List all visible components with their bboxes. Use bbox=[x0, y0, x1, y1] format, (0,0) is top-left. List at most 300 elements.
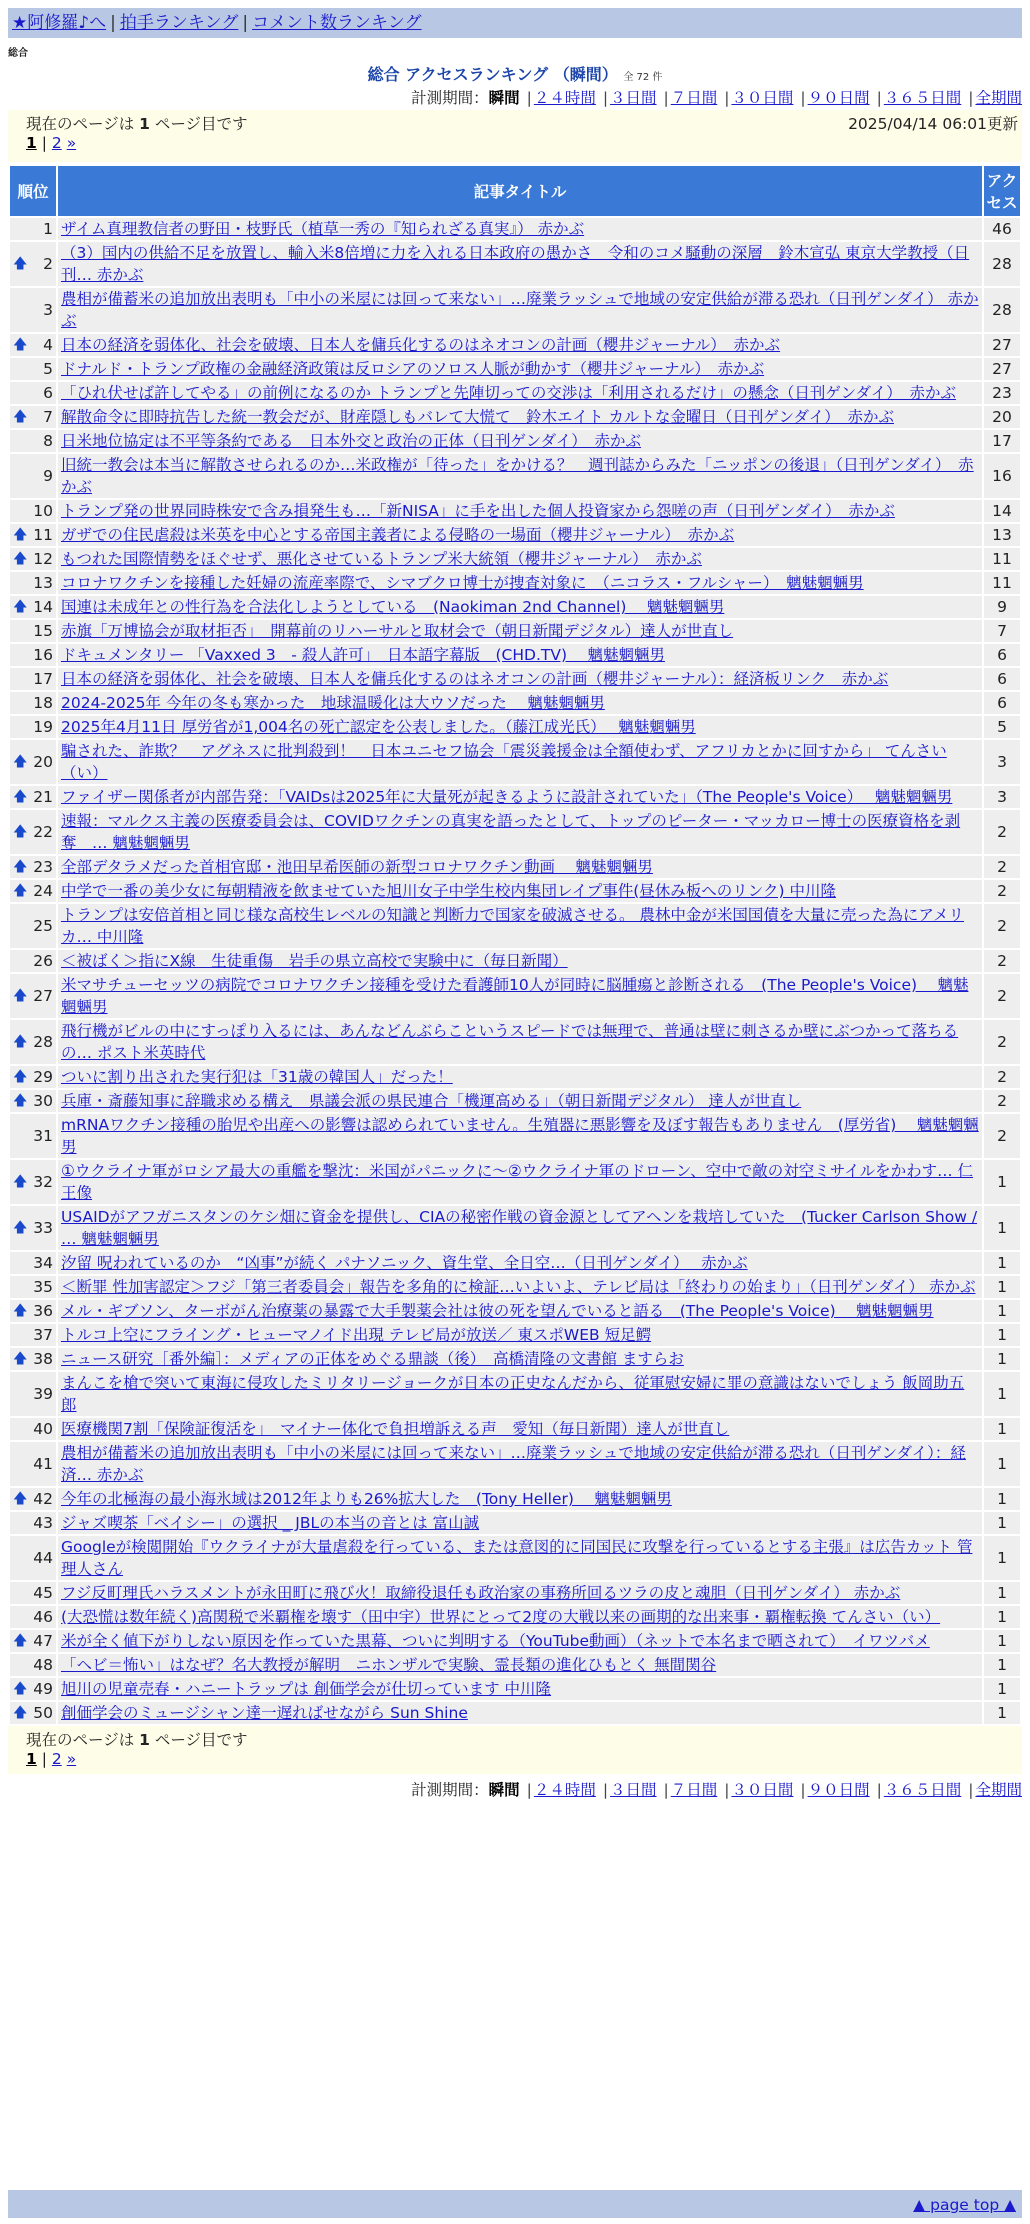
rank-number: 5 bbox=[43, 360, 53, 378]
rank-cell bbox=[10, 786, 56, 808]
access-count: 2 bbox=[984, 1066, 1020, 1088]
title-cell bbox=[58, 668, 982, 690]
category-label: 総合 bbox=[8, 48, 28, 59]
rank-cell bbox=[10, 668, 56, 690]
page-info-bottom bbox=[8, 1726, 1022, 1774]
title-cell bbox=[58, 1418, 982, 1440]
period-365d-link[interactable]: ３６５日間 bbox=[883, 1781, 962, 1799]
title-cell bbox=[58, 950, 982, 972]
article-title-link[interactable]: 農相が備蓄米の追加放出表明も「中小の米屋には回って来ない」…廃業ラッシュで地域の安定供給が滞る恐れ（日刊ゲンダイ）：経済… 赤かぶ bbox=[61, 1444, 966, 1484]
page-top-link[interactable]: ▲ page top ▲ bbox=[913, 2196, 1016, 2214]
period-7d-link[interactable]: ７日間 bbox=[670, 1781, 718, 1799]
article-title-link[interactable]: ニュース研究［番外編］：メディアの正体をめぐる鼎談（後） 高橋清隆の文書館 ますらお bbox=[61, 1350, 684, 1368]
table-row bbox=[10, 358, 1020, 380]
article-title-link[interactable]: ついに割り出された実行犯は「31歳の韓国人」だった！ bbox=[61, 1068, 453, 1086]
article-title-link[interactable]: ①ウクライナ軍がロシア最大の重艦を撃沈：米国がパニックに～②ウクライナ軍のドローン、空中で敵の対空ミサイルをかわす… 仁王像 bbox=[61, 1162, 974, 1202]
rank-number: 25 bbox=[33, 917, 53, 935]
rank-number: 47 bbox=[33, 1632, 53, 1650]
rank-number: 13 bbox=[33, 574, 53, 592]
title-cell bbox=[58, 1114, 982, 1158]
rank-cell bbox=[10, 358, 56, 380]
rank-cell bbox=[10, 1160, 56, 1204]
up-arrow-icon: 🡅 bbox=[13, 1705, 28, 1721]
title-cell bbox=[58, 1348, 982, 1370]
article-title-link[interactable]: 国連は未成年との性行為を合法化しようとしている (Naokiman 2nd Channel) 魑魅魍魎男 bbox=[61, 598, 725, 616]
rank-cell bbox=[10, 1066, 56, 1088]
table-row bbox=[10, 1418, 1020, 1440]
title-cell bbox=[58, 810, 982, 854]
period-3d-link[interactable]: ３日間 bbox=[610, 89, 657, 107]
rank-cell bbox=[10, 242, 56, 286]
article-title-link[interactable]: トランプは安倍首相と同じ様な高校生レベルの知識と判断力で国家を破滅させる。 農林中金が米国国債を大量に売った為にアメリカ… 中川隆 bbox=[61, 906, 965, 946]
rank-number: 46 bbox=[33, 1608, 53, 1626]
period-all-link[interactable]: 全期間 bbox=[975, 89, 1022, 107]
access-count: 1 bbox=[984, 1488, 1020, 1510]
up-arrow-icon: 🡅 bbox=[13, 409, 28, 425]
rank-cell bbox=[10, 1606, 56, 1628]
title-cell bbox=[58, 1372, 982, 1416]
access-count: 28 bbox=[984, 288, 1020, 332]
pager-bottom: 1 | 2 » bbox=[26, 1750, 77, 1768]
access-count: 16 bbox=[984, 454, 1020, 498]
rank-cell bbox=[10, 1372, 56, 1416]
title-cell bbox=[58, 1324, 982, 1346]
title-cell bbox=[58, 242, 982, 286]
access-count: 2 bbox=[984, 1114, 1020, 1158]
page-top-bar bbox=[8, 2190, 1022, 2218]
article-title-link[interactable]: 騙された、詐欺？ アグネスに批判殺到！ 日本ユニセフ協会「震災義援金は全額使わず、アフリカとかに回すから」 てんさい（い） bbox=[61, 742, 947, 782]
table-row bbox=[10, 596, 1020, 618]
up-arrow-icon: 🡅 bbox=[13, 551, 28, 567]
access-count: 3 bbox=[984, 740, 1020, 784]
table-row bbox=[10, 1630, 1020, 1652]
title-cell bbox=[58, 1702, 982, 1724]
title-cell bbox=[58, 974, 982, 1018]
period-90d-link[interactable]: ９０日間 bbox=[807, 89, 870, 107]
current-page-text: 現在のページは 1 ページ目です bbox=[26, 1731, 248, 1749]
rank-number: 12 bbox=[33, 550, 53, 568]
article-title-link[interactable]: 日本の経済を弱体化、社会を破壊、日本人を傭兵化するのはネオコンの計画（櫻井ジャーナル）：経済板リンク 赤かぶ bbox=[61, 670, 889, 688]
access-count: 1 bbox=[984, 1276, 1020, 1298]
title-cell bbox=[58, 786, 982, 808]
title-cell bbox=[58, 1066, 982, 1088]
period-all-link[interactable]: 全期間 bbox=[975, 1781, 1022, 1799]
rank-number: 24 bbox=[33, 882, 53, 900]
table-row bbox=[10, 1276, 1020, 1298]
rank-cell bbox=[10, 500, 56, 522]
access-count: 28 bbox=[984, 242, 1020, 286]
rank-cell bbox=[10, 950, 56, 972]
title-cell bbox=[58, 454, 982, 498]
table-row bbox=[10, 904, 1020, 948]
rank-number: 28 bbox=[33, 1033, 53, 1051]
access-count: 1 bbox=[984, 1442, 1020, 1486]
period-24h-link[interactable]: ２４時間 bbox=[533, 89, 596, 107]
access-count: 1 bbox=[984, 1582, 1020, 1604]
article-title-link[interactable]: トルコ上空にフライング・ヒューマノイド出現 テレビ局が放送／ 東スポWEB 短足鰐 bbox=[61, 1326, 652, 1344]
top-nav bbox=[8, 8, 1022, 38]
rank-cell bbox=[10, 974, 56, 1018]
access-count: 1 bbox=[984, 1654, 1020, 1676]
rank-cell bbox=[10, 430, 56, 452]
rank-cell bbox=[10, 810, 56, 854]
title-cell bbox=[58, 406, 982, 428]
article-title-link[interactable]: 医療機関7割「保険証復活を」 マイナー体化で負担増訴える声 愛知（毎日新聞）達人が世直し bbox=[61, 1420, 730, 1438]
table-row bbox=[10, 1372, 1020, 1416]
updated-timestamp: 2025/04/14 06:01更新 bbox=[848, 115, 1018, 133]
table-row bbox=[10, 430, 1020, 452]
access-count: 1 bbox=[984, 1630, 1020, 1652]
table-row bbox=[10, 1654, 1020, 1676]
table-row bbox=[10, 1512, 1020, 1534]
rank-number: 50 bbox=[33, 1704, 53, 1722]
article-title-link[interactable]: ＜被ばく＞指にX線 生徒重傷 岩手の県立高校で実験中に（毎日新聞） bbox=[61, 952, 568, 970]
rank-number: 17 bbox=[33, 670, 53, 688]
nav-home-link[interactable]: ★阿修羅♪へ bbox=[12, 13, 107, 33]
rank-cell bbox=[10, 692, 56, 714]
access-count: 17 bbox=[984, 430, 1020, 452]
access-count: 2 bbox=[984, 1020, 1020, 1064]
rank-number: 44 bbox=[33, 1549, 53, 1567]
article-title-link[interactable]: （3）国内の供給不足を放置し、輸入米8倍増に力を入れる日本政府の愚かさ 令和のコメ騒動の深層 鈴木宣弘 東京大学教授（日刊… 赤かぶ bbox=[61, 244, 970, 284]
page-2-link[interactable]: 2 bbox=[51, 134, 62, 152]
access-count: 1 bbox=[984, 1252, 1020, 1274]
access-count: 1 bbox=[984, 1702, 1020, 1724]
next-page-link[interactable]: » bbox=[66, 134, 77, 152]
access-count: 13 bbox=[984, 524, 1020, 546]
title-cell bbox=[58, 524, 982, 546]
up-arrow-icon: 🡅 bbox=[13, 527, 28, 543]
table-row bbox=[10, 1114, 1020, 1158]
up-arrow-icon: 🡅 bbox=[13, 754, 28, 770]
rank-number: 4 bbox=[43, 336, 53, 354]
rank-cell bbox=[10, 1536, 56, 1580]
article-title-link[interactable]: フジ反町理氏ハラスメントが永田町に飛び火！取締役退任も政治家の事務所回るツラの皮と魂胆（日刊ゲンダイ） 赤かぶ bbox=[61, 1584, 901, 1602]
rank-number: 45 bbox=[33, 1584, 53, 1602]
article-title-link[interactable]: mRNAワクチン接種の胎児や出産への影響は認められていません。生殖器に悪影響を及ぼす報告もありません (厚労省) 魑魅魍魎男 bbox=[61, 1116, 979, 1156]
access-count: 11 bbox=[984, 548, 1020, 570]
table-row bbox=[10, 406, 1020, 428]
table-row bbox=[10, 572, 1020, 594]
page-info-top bbox=[8, 110, 1022, 162]
title-cell bbox=[58, 334, 982, 356]
article-title-link[interactable]: ＜断罪 性加害認定＞フジ「第三者委員会」報告を多角的に検証…いよいよ、テレビ局は「終わりの始まり」（日刊ゲンダイ） 赤かぶ bbox=[61, 1278, 976, 1296]
up-arrow-icon: 🡅 bbox=[13, 883, 28, 899]
rank-number: 8 bbox=[43, 432, 53, 450]
article-title-link[interactable]: 日本の経済を弱体化、社会を破壊、日本人を傭兵化するのはネオコンの計画（櫻井ジャーナル） 赤かぶ bbox=[61, 336, 781, 354]
table-row bbox=[10, 524, 1020, 546]
rank-number: 35 bbox=[33, 1278, 53, 1296]
access-count: 1 bbox=[984, 1324, 1020, 1346]
access-count: 2 bbox=[984, 904, 1020, 948]
title-cell bbox=[58, 1678, 982, 1700]
rank-cell bbox=[10, 572, 56, 594]
article-title-link[interactable]: 日米地位協定は不平等条約である 日本外交と政治の正体（日刊ゲンダイ） 赤かぶ bbox=[61, 432, 642, 450]
table-row bbox=[10, 1160, 1020, 1204]
rank-number: 23 bbox=[33, 858, 53, 876]
article-title-link[interactable]: 今年の北極海の最小海氷域は2012年よりも26%拡大した (Tony Heller) 魑魅魍魎男 bbox=[61, 1490, 672, 1508]
period-365d-link[interactable]: ３６５日間 bbox=[883, 89, 962, 107]
rank-number: 21 bbox=[33, 788, 53, 806]
rank-number: 9 bbox=[43, 467, 53, 485]
nav-clap-ranking-link[interactable]: 拍手ランキング bbox=[119, 13, 239, 33]
article-title-link[interactable]: 創価学会のミュージシャン達一遅ればせながら Sun Shine bbox=[61, 1704, 468, 1722]
article-title-link[interactable]: 農相が備蓄米の追加放出表明も「中小の米屋には回って来ない」…廃業ラッシュで地域の安定供給が滞る恐れ（日刊ゲンダイ） 赤かぶ bbox=[61, 290, 979, 330]
title-cell bbox=[58, 218, 982, 240]
up-arrow-icon: 🡅 bbox=[13, 256, 28, 272]
table-row bbox=[10, 950, 1020, 972]
title-cell bbox=[58, 1630, 982, 1652]
rank-number: 33 bbox=[33, 1219, 53, 1237]
title-cell bbox=[58, 740, 982, 784]
up-arrow-icon: 🡅 bbox=[13, 988, 28, 1004]
access-count: 27 bbox=[984, 334, 1020, 356]
access-count: 1 bbox=[984, 1206, 1020, 1250]
table-row bbox=[10, 1582, 1020, 1604]
next-page-link[interactable]: » bbox=[66, 1750, 77, 1768]
up-arrow-icon: 🡅 bbox=[13, 1220, 28, 1236]
article-title-link[interactable]: 中学で一番の美少女に毎朝精液を飲ませていた旭川女子中学生校内集団レイプ事件(昼休み板へのリンク) 中川隆 bbox=[61, 882, 836, 900]
title-cell bbox=[58, 692, 982, 714]
table-row bbox=[10, 1090, 1020, 1112]
access-count: 2 bbox=[984, 974, 1020, 1018]
rank-cell bbox=[10, 1418, 56, 1440]
period-label: 計測期間： bbox=[411, 89, 489, 107]
up-arrow-icon: 🡅 bbox=[13, 1681, 28, 1697]
title-cell bbox=[58, 572, 982, 594]
article-title-link[interactable]: USAIDがアフガニスタンのケシ畑に資金を提供し、CIAの秘密作戦の資金源としてアヘンを栽培していた (Tucker Carlson Show / … 魑魅魍魎男 bbox=[61, 1208, 978, 1248]
rank-cell bbox=[10, 1206, 56, 1250]
rank-number: 43 bbox=[33, 1514, 53, 1532]
table-row bbox=[10, 810, 1020, 854]
rank-number: 48 bbox=[33, 1656, 53, 1674]
up-arrow-icon: 🡅 bbox=[13, 1633, 28, 1649]
article-title-link[interactable]: (大恐慌は数年続く)高関税で米覇権を壊す（田中宇）世界にとって2度の大戦以来の画期的な出来事・覇権転換 てんさい（い） bbox=[61, 1608, 941, 1626]
access-count: 2 bbox=[984, 880, 1020, 902]
article-title-link[interactable]: Googleが検閲開始『ウクライナが大量虐殺を行っている、または意図的に同国民に攻撃を行っているとする主張』は広告カット 管理人さん bbox=[61, 1538, 973, 1578]
article-title-link[interactable]: ガザでの住民虐殺は米英を中心とする帝国主義者による侵略の一場面（櫻井ジャーナル） 赤かぶ bbox=[61, 526, 735, 544]
table-row bbox=[10, 1066, 1020, 1088]
article-title-link[interactable]: 飛行機がビルの中にすっぽり入るには、あんなどんぶらこというスピードでは無理で、普通は壁に刺さるか壁にぶつかって落ちるの… ポスト米英時代 bbox=[61, 1022, 959, 1062]
up-arrow-icon: 🡅 bbox=[13, 1093, 28, 1109]
access-count: 2 bbox=[984, 1090, 1020, 1112]
article-title-link[interactable]: まんこを槍で突いて東海に侵攻したミリタリージョークが日本の正史なんだから、従軍慰安婦に罪の意識はないでしょう 飯岡助五郎 bbox=[61, 1374, 965, 1414]
rank-cell bbox=[10, 1512, 56, 1534]
table-row bbox=[10, 786, 1020, 808]
table-row bbox=[10, 1206, 1020, 1250]
title-cell bbox=[58, 1582, 982, 1604]
table-row bbox=[10, 548, 1020, 570]
rank-cell bbox=[10, 1300, 56, 1322]
article-title-link[interactable]: コロナワクチンを接種した妊婦の流産率際で、シマブクロ博士が捜査対象に （ニコラス・フルシャー） 魑魅魍魎男 bbox=[61, 574, 864, 592]
title-cell bbox=[58, 880, 982, 902]
rank-cell bbox=[10, 454, 56, 498]
period-30d-link[interactable]: ３０日間 bbox=[731, 89, 794, 107]
rank-number: 37 bbox=[33, 1326, 53, 1344]
article-title-link[interactable]: トランプ発の世界同時株安で含み損発生も…「新NISA」に手を出した個人投資家から怨嗟の声（日刊ゲンダイ） 赤かぶ bbox=[61, 502, 895, 520]
table-row bbox=[10, 218, 1020, 240]
table-row bbox=[10, 1324, 1020, 1346]
article-title-link[interactable]: ドナルド・トランプ政権の金融経済政策は反ロシアのソロス人脈が動かす（櫻井ジャーナル） 赤かぶ bbox=[61, 360, 765, 378]
access-count: 2 bbox=[984, 950, 1020, 972]
table-row bbox=[10, 856, 1020, 878]
article-title-link[interactable]: 2024-2025年 今年の冬も寒かった 地球温暖化は大ウソだった 魑魅魍魎男 bbox=[61, 694, 605, 712]
rank-number: 16 bbox=[33, 646, 53, 664]
rank-cell bbox=[10, 1324, 56, 1346]
period-3d-link[interactable]: ３日間 bbox=[610, 1781, 657, 1799]
rank-cell bbox=[10, 1582, 56, 1604]
access-count: 11 bbox=[984, 572, 1020, 594]
title-cell bbox=[58, 1090, 982, 1112]
table-row bbox=[10, 500, 1020, 522]
access-count: 2 bbox=[984, 810, 1020, 854]
title-cell bbox=[58, 620, 982, 642]
rank-number: 6 bbox=[43, 384, 53, 402]
table-row bbox=[10, 974, 1020, 1018]
article-title-link[interactable]: 速報：マルクス主義の医療委員会は、COVIDワクチンの真実を語ったとして、トップのピーター・マッカロー博士の医療資格を剥奪 … 魑魅魍魎男 bbox=[61, 812, 961, 852]
access-count: 1 bbox=[984, 1536, 1020, 1580]
article-title-link[interactable]: メル・ギブソン、ターボがん治療薬の暴露で大手製薬会社は彼の死を望んでいると語る (The People's Voice) 魑魅魍魎男 bbox=[61, 1302, 934, 1320]
rank-number: 31 bbox=[33, 1127, 53, 1145]
rank-number: 19 bbox=[33, 718, 53, 736]
rank-cell bbox=[10, 880, 56, 902]
up-arrow-icon: 🡅 bbox=[13, 1174, 28, 1190]
table-row bbox=[10, 454, 1020, 498]
access-count: 27 bbox=[984, 358, 1020, 380]
title-cell bbox=[58, 904, 982, 948]
access-count: 23 bbox=[984, 382, 1020, 404]
up-arrow-icon: 🡅 bbox=[13, 599, 28, 615]
rank-number: 18 bbox=[33, 694, 53, 712]
period-24h-link[interactable]: ２４時間 bbox=[533, 1781, 596, 1799]
article-title-link[interactable]: 兵庫・斎藤知事に辞職求める構え 県議会派の県民連合「機運高める」（朝日新聞デジタル） 達人が世直し bbox=[61, 1092, 802, 1110]
rank-cell bbox=[10, 382, 56, 404]
article-title-link[interactable]: 汐留 呪われているのか “凶事”が続く パナソニック、資生堂、全日空…（日刊ゲンダイ） 赤かぶ bbox=[61, 1254, 748, 1272]
access-count: 9 bbox=[984, 596, 1020, 618]
article-title-link[interactable]: 「ヘビ＝怖い」はなぜ？名大教授が解明 ニホンザルで実験、霊長類の進化ひもとく 無間関谷 bbox=[61, 1656, 717, 1674]
rank-number: 36 bbox=[33, 1302, 53, 1320]
article-title-link[interactable]: もつれた国際情勢をほぐせず、悪化させているトランプ米大統領（櫻井ジャーナル） 赤かぶ bbox=[61, 550, 702, 568]
period-current: 瞬間 bbox=[488, 89, 520, 107]
rank-number: 39 bbox=[33, 1385, 53, 1403]
title-cell bbox=[58, 716, 982, 738]
article-title-link[interactable]: 「ひれ伏せば許してやる」の前例になるのか トランプと先陣切っての交渉は「利用されるだけ」の懸念（日刊ゲンダイ） 赤かぶ bbox=[61, 384, 956, 402]
rank-number: 38 bbox=[33, 1350, 53, 1368]
period-30d-link[interactable]: ３０日間 bbox=[731, 1781, 794, 1799]
access-count: 6 bbox=[984, 668, 1020, 690]
title-cell bbox=[58, 596, 982, 618]
table-row bbox=[10, 620, 1020, 642]
rank-number: 3 bbox=[43, 301, 53, 319]
table-row bbox=[10, 1678, 1020, 1700]
table-row bbox=[10, 334, 1020, 356]
up-arrow-icon: 🡅 bbox=[13, 1351, 28, 1367]
rank-number: 29 bbox=[33, 1068, 53, 1086]
rank-cell bbox=[10, 1252, 56, 1274]
rank-cell bbox=[10, 1654, 56, 1676]
table-row bbox=[10, 880, 1020, 902]
title-cell bbox=[58, 1252, 982, 1274]
article-title-link[interactable]: 米が全く値下がりしない原因を作っていた黒幕、ついに判明する（YouTube動画）（ネットで本名まで晒されて） イワツバメ bbox=[61, 1632, 930, 1650]
rank-number: 15 bbox=[33, 622, 53, 640]
article-title-link[interactable]: 赤旗「万博協会が取材拒否」 開幕前のリハーサルと取材会で（朝日新聞デジタル）達人が世直し bbox=[61, 622, 734, 640]
title-header: 記事タイトル bbox=[58, 166, 982, 216]
title-cell bbox=[58, 1300, 982, 1322]
article-title-link[interactable]: ドキュメンタリー 「Vaxxed 3 - 殺人許可」 日本語字幕版 (CHD.TV) 魑魅魍魎男 bbox=[61, 646, 665, 664]
article-title-link[interactable]: ファイザー関係者が内部告発：「VAIDsは2025年に大量死が起きるように設計されていた」（The People's Voice） 魑魅魍魎男 bbox=[61, 788, 953, 806]
up-arrow-icon: 🡅 bbox=[13, 1069, 28, 1085]
table-row bbox=[10, 288, 1020, 332]
period-current: 瞬間 bbox=[488, 1781, 520, 1799]
access-count: 20 bbox=[984, 406, 1020, 428]
title-cell bbox=[58, 1512, 982, 1534]
rank-cell bbox=[10, 904, 56, 948]
table-row bbox=[10, 1606, 1020, 1628]
title-cell bbox=[58, 548, 982, 570]
period-90d-link[interactable]: ９０日間 bbox=[807, 1781, 870, 1799]
table-row bbox=[10, 382, 1020, 404]
rank-number: 41 bbox=[33, 1455, 53, 1473]
article-title-link[interactable]: 解散命令に即時抗告した統一教会だが、財産隠しもバレて大慌て 鈴木エイト カルトな金曜日（日刊ゲンダイ） 赤かぶ bbox=[61, 408, 894, 426]
table-row bbox=[10, 668, 1020, 690]
article-title-link[interactable]: 旭川の児童売春・ハニートラップは 創価学会が仕切っています 中川隆 bbox=[61, 1680, 552, 1698]
rank-cell bbox=[10, 1630, 56, 1652]
access-count: 1 bbox=[984, 1160, 1020, 1204]
up-arrow-icon: 🡅 bbox=[13, 1303, 28, 1319]
rank-cell bbox=[10, 1276, 56, 1298]
table-row bbox=[10, 242, 1020, 286]
rank-number: 30 bbox=[33, 1092, 53, 1110]
title-cell bbox=[58, 856, 982, 878]
table-row bbox=[10, 1702, 1020, 1724]
rank-number: 11 bbox=[33, 526, 53, 544]
total-count: 全 72 件 bbox=[623, 72, 663, 83]
article-title-link[interactable]: 全部デタラメだった首相官邸・池田早希医師の新型コロナワクチン動画 魑魅魍魎男 bbox=[61, 858, 653, 876]
page-1-current: 1 bbox=[26, 134, 37, 152]
article-title-link[interactable]: 米マサチューセッツの病院でコロナワクチン接種を受けた看護師10人が同時に脳腫瘍と診断される (The People's Voice) 魑魅魍魎男 bbox=[61, 976, 969, 1016]
access-count: 7 bbox=[984, 620, 1020, 642]
access-header: アクセス bbox=[984, 166, 1020, 216]
access-count: 6 bbox=[984, 692, 1020, 714]
nav-comment-ranking-link[interactable]: コメント数ランキング bbox=[252, 13, 422, 33]
access-count: 1 bbox=[984, 1348, 1020, 1370]
table-row bbox=[10, 1300, 1020, 1322]
rank-cell bbox=[10, 644, 56, 666]
up-arrow-icon: 🡅 bbox=[13, 1491, 28, 1507]
article-title-link[interactable]: ジャズ喫茶「ベイシー」の選択 _ JBLの本当の音とは 富山誠 bbox=[61, 1514, 480, 1532]
rank-cell bbox=[10, 1702, 56, 1724]
rank-cell bbox=[10, 596, 56, 618]
table-row bbox=[10, 692, 1020, 714]
title-cell bbox=[58, 500, 982, 522]
article-title-link[interactable]: ザイム真理教信者の野田・枝野氏（植草一秀の『知られざる真実』） 赤かぶ bbox=[61, 220, 585, 238]
article-title-link[interactable]: 2025年4月11日 厚労省が1,004名の死亡認定を公表しました。（藤江成光氏） 魑魅魍魎男 bbox=[61, 718, 696, 736]
up-arrow-icon: 🡅 bbox=[13, 1034, 28, 1050]
pager-top: 1 | 2 » bbox=[26, 134, 77, 152]
period-7d-link[interactable]: ７日間 bbox=[670, 89, 718, 107]
rank-cell bbox=[10, 716, 56, 738]
rank-number: 32 bbox=[33, 1173, 53, 1191]
rank-number: 27 bbox=[33, 987, 53, 1005]
rank-number: 7 bbox=[43, 408, 53, 426]
rank-cell bbox=[10, 620, 56, 642]
page-2-link[interactable]: 2 bbox=[51, 1750, 62, 1768]
up-arrow-icon: 🡅 bbox=[13, 859, 28, 875]
table-row bbox=[10, 1488, 1020, 1510]
up-arrow-icon: 🡅 bbox=[13, 789, 28, 805]
article-title-link[interactable]: 旧統一教会は本当に解散させられるのか…米政権が「待った」をかける？ 週刊誌からみた「ニッポンの後退」（日刊ゲンダイ） 赤かぶ bbox=[61, 456, 974, 496]
title-cell bbox=[58, 1442, 982, 1486]
